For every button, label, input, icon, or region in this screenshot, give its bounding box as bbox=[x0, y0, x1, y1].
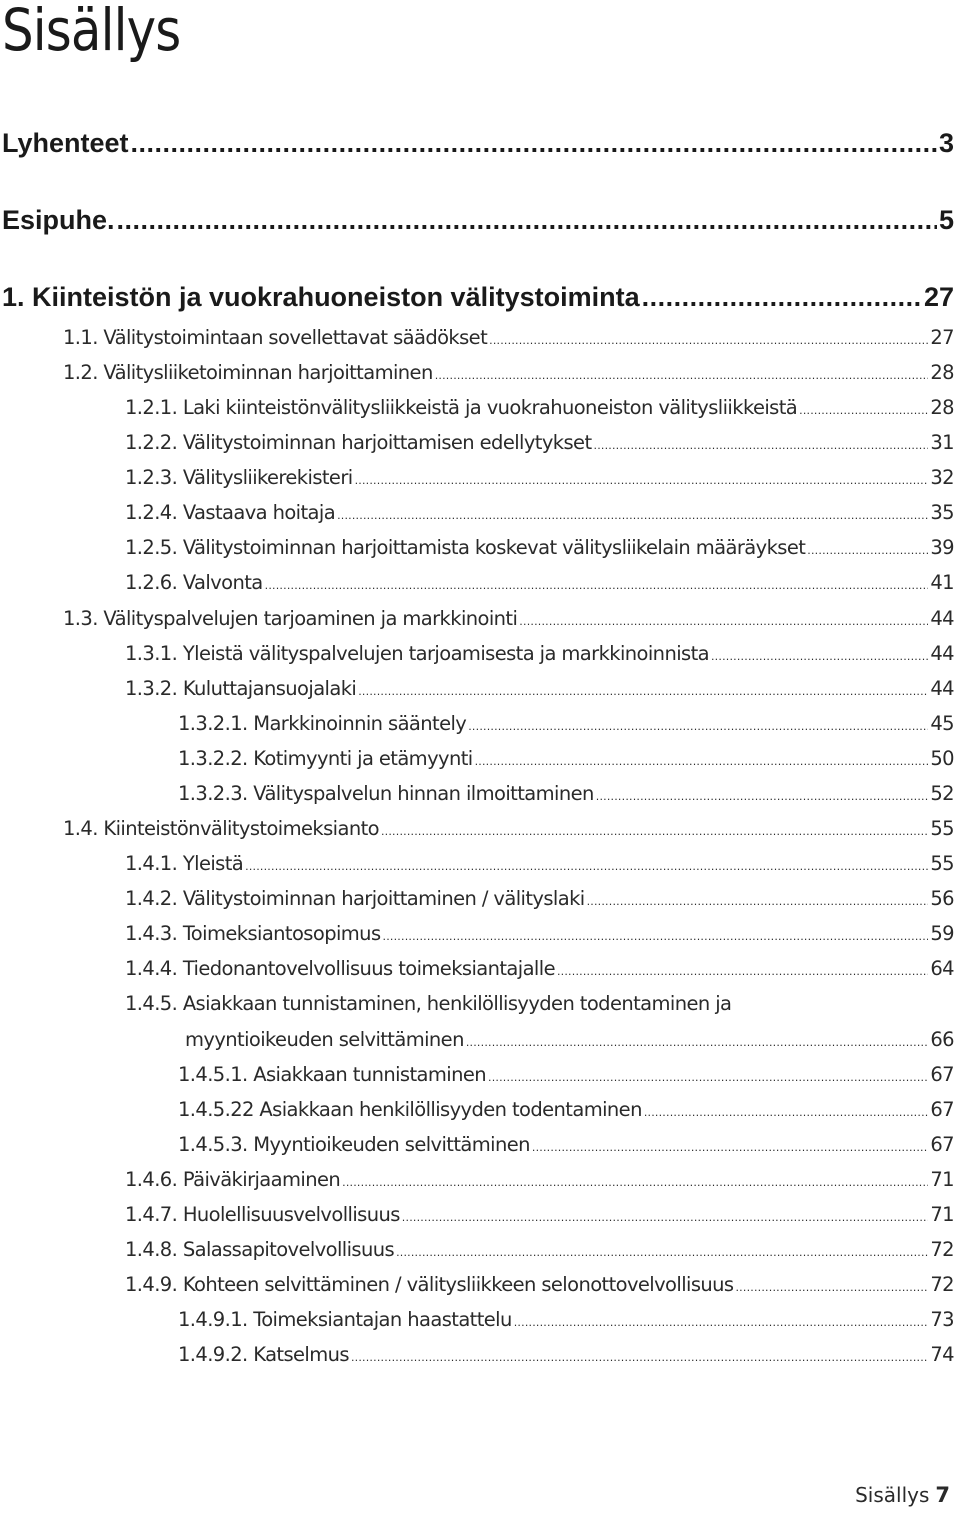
toc-leader-dots bbox=[117, 205, 937, 236]
toc-page-number: 74 bbox=[930, 1343, 954, 1366]
toc-page-number: 5 bbox=[938, 205, 954, 235]
toc-leader-dots bbox=[644, 1106, 929, 1119]
toc-page-number: 71 bbox=[930, 1203, 954, 1226]
toc-entry-label: 1.2.2. Välitystoiminnan harjoittamisen edellytykset bbox=[125, 431, 592, 454]
toc-entry-label: 1.4.6. Päiväkirjaaminen bbox=[125, 1168, 341, 1191]
toc-page-number: 28 bbox=[930, 396, 954, 419]
toc-entry[interactable] bbox=[2, 128, 954, 159]
toc-entry[interactable] bbox=[125, 677, 954, 700]
toc-entry[interactable] bbox=[178, 782, 954, 805]
toc-entry[interactable] bbox=[2, 205, 954, 236]
toc-leader-dots bbox=[519, 615, 928, 628]
toc-entry-label: myyntioikeuden selvittäminen bbox=[185, 1028, 464, 1051]
toc-page-number: 67 bbox=[930, 1063, 954, 1086]
toc-entry-label: 1.3.1. Yleistä välityspalvelujen tarjoamisesta ja markkinoinnista bbox=[125, 642, 709, 665]
toc-entry[interactable] bbox=[125, 466, 954, 489]
toc-page-number: 44 bbox=[930, 607, 954, 630]
toc-entry[interactable] bbox=[63, 326, 954, 349]
toc-leader-dots bbox=[337, 509, 928, 522]
toc-entry-label: 1.2.1. Laki kiinteistönvälitysliikkeistä ja vuokrahuoneiston välitysliikkeistä bbox=[125, 396, 798, 419]
toc-leader-dots bbox=[807, 544, 928, 557]
toc-entry[interactable] bbox=[185, 1028, 954, 1051]
toc-leader-dots bbox=[351, 1351, 928, 1364]
toc-entry-label: 1.4.4. Tiedonantovelvollisuus toimeksiantajalle bbox=[125, 957, 555, 980]
toc-page-number: 35 bbox=[930, 501, 954, 524]
toc-leader-dots bbox=[466, 1036, 929, 1049]
toc-entry[interactable] bbox=[178, 1343, 954, 1366]
toc-leader-dots bbox=[396, 1246, 928, 1259]
toc-entry-label: 1.2. Välitysliiketoiminnan harjoittaminen bbox=[63, 361, 433, 384]
page-footer bbox=[855, 1483, 950, 1507]
toc-entry[interactable] bbox=[178, 1133, 954, 1156]
toc-entry-label: 1.4.3. Toimeksiantosopimus bbox=[125, 922, 381, 945]
toc-page-number: 28 bbox=[930, 361, 954, 384]
toc-leader-dots bbox=[532, 1141, 928, 1154]
toc-leader-dots bbox=[711, 650, 928, 663]
toc-page-number: 3 bbox=[938, 128, 954, 158]
toc-page-number: 50 bbox=[930, 747, 954, 770]
toc-entry[interactable] bbox=[178, 1063, 954, 1086]
toc-entry-label: 1.3.2.1. Markkinoinnin sääntely bbox=[178, 712, 467, 735]
toc-leader-dots bbox=[587, 895, 929, 908]
toc-page-number: 27 bbox=[930, 326, 954, 349]
toc-page-number: 64 bbox=[930, 957, 954, 980]
toc-entry[interactable] bbox=[178, 1308, 954, 1331]
toc-entry[interactable] bbox=[125, 501, 954, 524]
toc-entry[interactable] bbox=[125, 536, 954, 559]
toc-leader-dots bbox=[488, 1071, 928, 1084]
toc-leader-dots bbox=[596, 790, 929, 803]
toc-page-number: 71 bbox=[930, 1168, 954, 1191]
toc-entry[interactable] bbox=[63, 361, 954, 384]
toc-entry[interactable] bbox=[125, 922, 954, 945]
toc-leader-dots bbox=[594, 439, 929, 452]
toc-page-number: 67 bbox=[930, 1098, 954, 1121]
toc-entry-label: 1.4.5.22 Asiakkaan henkilöllisyyden todentaminen bbox=[178, 1098, 642, 1121]
toc-leader-dots bbox=[265, 579, 929, 592]
toc-entry[interactable] bbox=[2, 282, 954, 313]
toc-entry-label: 1.2.4. Vastaava hoitaja bbox=[125, 501, 336, 524]
toc-entry[interactable] bbox=[125, 1203, 954, 1226]
toc-entry-label: 1.4. Kiinteistönvälitystoimeksianto bbox=[63, 817, 379, 840]
toc-entry[interactable] bbox=[125, 852, 954, 875]
toc-entry[interactable] bbox=[125, 1168, 954, 1191]
toc-entry-label: 1.4.9.1. Toimeksiantajan haastattelu bbox=[178, 1308, 512, 1331]
toc-entry-label: 1.2.5. Välitystoiminnan harjoittamista koskevat välitysliikelain määräykset bbox=[125, 536, 806, 559]
toc-entry-label: 1.2.6. Valvonta bbox=[125, 571, 263, 594]
toc-leader-dots bbox=[557, 965, 928, 978]
toc-entry[interactable] bbox=[125, 957, 954, 980]
toc-leader-dots bbox=[475, 755, 929, 768]
toc-page-number: 31 bbox=[930, 431, 954, 454]
toc-entry-label: 1.1. Välitystoimintaan sovellettavat säädökset bbox=[63, 326, 488, 349]
toc-page-number: 52 bbox=[930, 782, 954, 805]
toc-leader-dots bbox=[383, 930, 929, 943]
toc-entry[interactable] bbox=[178, 712, 954, 735]
toc-page-number: 55 bbox=[930, 817, 954, 840]
toc-entry[interactable] bbox=[125, 1273, 954, 1296]
toc-entry-label: 1.2.3. Välitysliikerekisteri bbox=[125, 466, 353, 489]
toc-entry[interactable] bbox=[125, 1238, 954, 1261]
toc-entry-label: 1.4.2. Välitystoiminnan harjoittaminen / välityslaki bbox=[125, 887, 585, 910]
toc-entry-label: 1.4.8. Salassapitovelvollisuus bbox=[125, 1238, 395, 1261]
toc-page-number: 41 bbox=[930, 571, 954, 594]
toc-leader-dots bbox=[245, 860, 928, 873]
toc-page-number: 72 bbox=[930, 1273, 954, 1296]
toc-page-number: 72 bbox=[930, 1238, 954, 1261]
toc-entry[interactable] bbox=[63, 607, 954, 630]
toc-entry[interactable] bbox=[125, 431, 954, 454]
toc-leader-dots bbox=[381, 825, 928, 838]
toc-page-number: 27 bbox=[923, 282, 954, 312]
toc-entry[interactable] bbox=[125, 571, 954, 594]
toc-leader-dots bbox=[799, 404, 928, 417]
toc-leader-dots bbox=[435, 369, 929, 382]
toc-page-number: 56 bbox=[930, 887, 954, 910]
footer-section-label: Sisällys bbox=[855, 1483, 930, 1507]
toc-entry[interactable] bbox=[125, 396, 954, 419]
toc-entry-label: 1.3.2.3. Välityspalvelun hinnan ilmoittaminen bbox=[178, 782, 594, 805]
toc-entry-label: 1.3.2. Kuluttajansuojalaki bbox=[125, 677, 357, 700]
toc-leader-dots bbox=[355, 474, 929, 487]
toc-entry-label: 1.4.5.1. Asiakkaan tunnistaminen bbox=[178, 1063, 487, 1086]
toc-entry-label: 1.4.1. Yleistä bbox=[125, 852, 244, 875]
toc-entry-label: Lyhenteet bbox=[2, 128, 129, 158]
toc-entry-label[interactable]: 1.4.5. Asiakkaan tunnistaminen, henkilöllisyyden todentaminen ja bbox=[125, 992, 732, 1015]
toc-entry-label: 1.4.9.2. Katselmus bbox=[178, 1343, 349, 1366]
toc-page-number: 73 bbox=[930, 1308, 954, 1331]
toc-leader-dots bbox=[342, 1176, 928, 1189]
toc-entry-label: 1.4.9. Kohteen selvittäminen / välitysliikkeen selonottovelvollisuus bbox=[125, 1273, 734, 1296]
toc-page-number: 66 bbox=[930, 1028, 954, 1051]
toc-entry-label: 1.3. Välityspalvelujen tarjoaminen ja markkinointi bbox=[63, 607, 518, 630]
toc-page-number: 44 bbox=[930, 642, 954, 665]
toc-page-number: 45 bbox=[930, 712, 954, 735]
toc-leader-dots bbox=[402, 1211, 929, 1224]
toc-leader-dots bbox=[735, 1281, 928, 1294]
toc-page-number: 55 bbox=[930, 852, 954, 875]
toc-leader-dots bbox=[514, 1316, 929, 1329]
toc-entry[interactable] bbox=[178, 1098, 954, 1121]
toc-leader-dots bbox=[489, 334, 928, 347]
toc-entry-label: 1.3.2.2. Kotimyynti ja etämyynti bbox=[178, 747, 473, 770]
toc-leader-dots bbox=[358, 685, 928, 698]
footer-page-number: 7 bbox=[935, 1483, 950, 1507]
toc-page-number: 32 bbox=[930, 466, 954, 489]
toc-entry-label: Esipuhe. bbox=[2, 205, 115, 235]
page-title: Sisällys bbox=[2, 0, 181, 64]
toc-entry-label: 1.4.7. Huolellisuusvelvollisuus bbox=[125, 1203, 400, 1226]
toc-page-number: 44 bbox=[930, 677, 954, 700]
toc-entry[interactable] bbox=[63, 817, 954, 840]
toc-page-number: 59 bbox=[930, 922, 954, 945]
toc-page-number: 67 bbox=[930, 1133, 954, 1156]
toc-leader-dots bbox=[131, 128, 937, 159]
toc-entry-label: 1.4.5.3. Myyntioikeuden selvittäminen bbox=[178, 1133, 530, 1156]
toc-entry[interactable] bbox=[178, 747, 954, 770]
toc-leader-dots bbox=[468, 720, 928, 733]
toc-page-number: 39 bbox=[930, 536, 954, 559]
toc-entry-label: 1. Kiinteistön ja vuokrahuoneiston välitystoiminta bbox=[2, 282, 640, 312]
toc-entry[interactable] bbox=[125, 887, 954, 910]
toc-entry[interactable] bbox=[125, 642, 954, 665]
toc-leader-dots bbox=[642, 282, 922, 313]
